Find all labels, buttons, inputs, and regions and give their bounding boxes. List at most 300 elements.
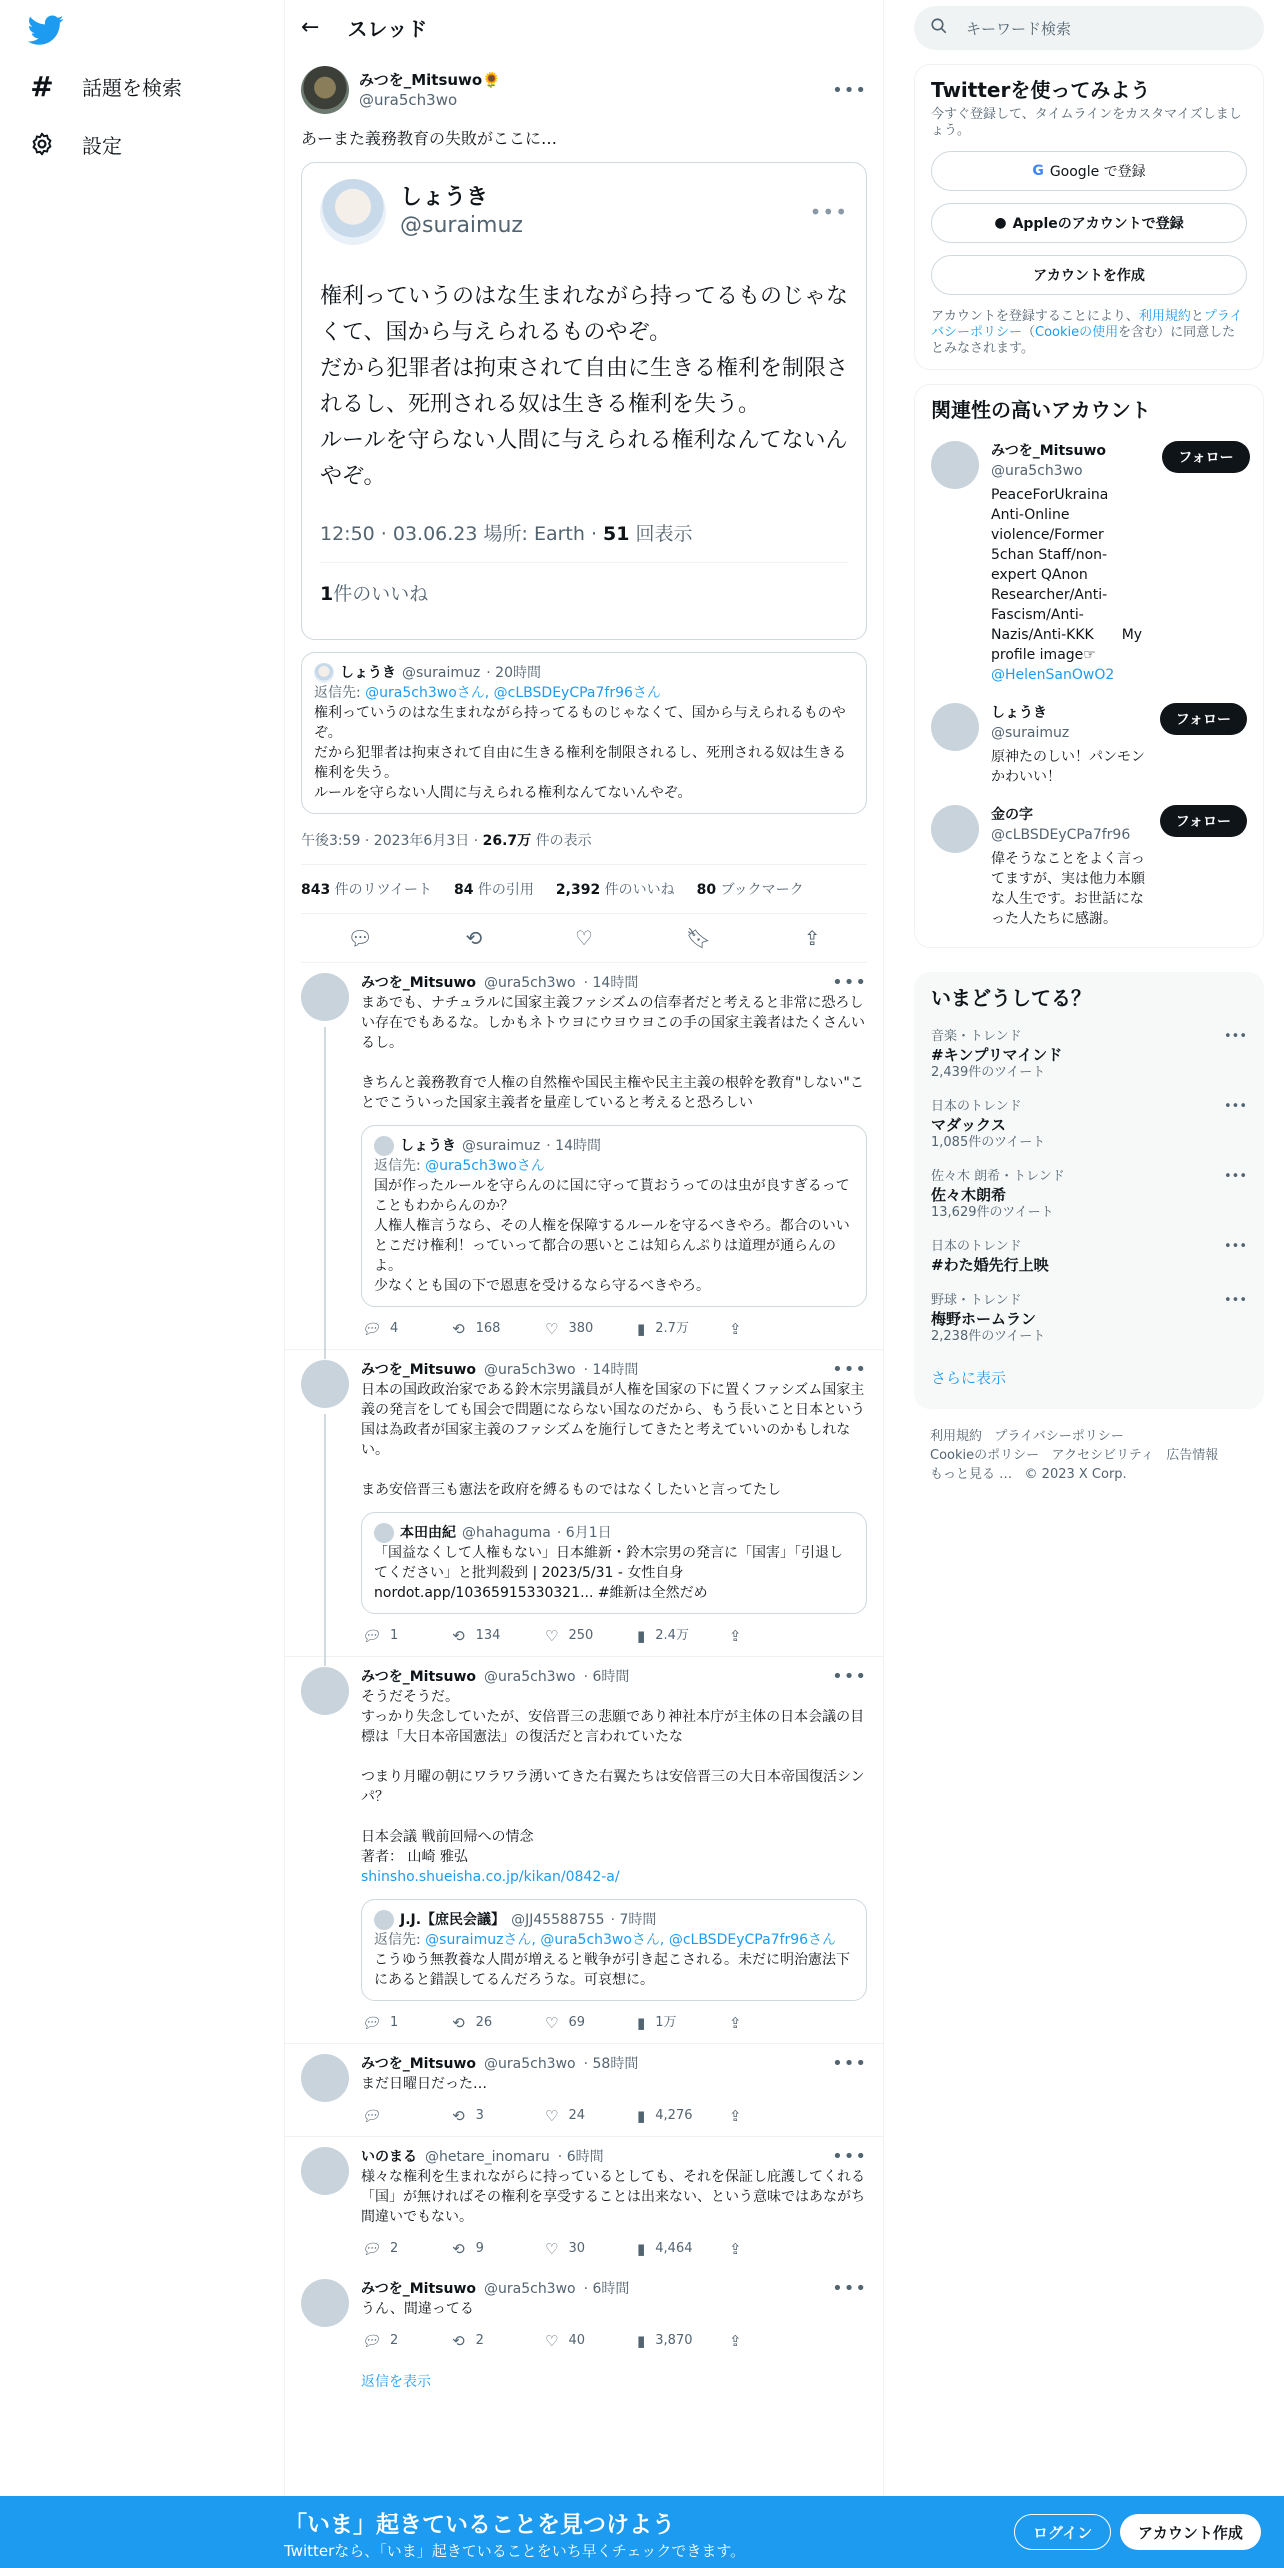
account-bio: 原神たのしい！パンモンかわいい！ — [991, 749, 1145, 785]
bookmarks-label: ブックマーク — [716, 882, 804, 898]
signup-banner — [0, 2496, 1284, 2568]
embed-likes-label: 件のいいね — [333, 583, 429, 605]
reply-actions — [361, 2239, 867, 2259]
views-icon: ▮ — [637, 2240, 646, 2258]
account-item[interactable] — [931, 703, 1247, 787]
google-signup-button[interactable] — [931, 151, 1247, 191]
retweet-icon: ⟲ — [453, 1320, 466, 1338]
show-replies-link[interactable]: 返信を表示 — [361, 2374, 431, 2390]
legal-text-1: アカウントを登録することにより、 — [931, 309, 1139, 324]
reply-count: 1 — [390, 1628, 399, 1643]
more-options-icon[interactable]: ••• — [832, 1666, 867, 1687]
reply-button[interactable] — [361, 2239, 453, 2259]
bookmarks-num: 80 — [696, 882, 717, 898]
trends-title: いまどうしてる？ — [931, 986, 1091, 1010]
embed-author-name: しょうき — [400, 185, 489, 210]
right-sidebar — [914, 0, 1264, 1502]
apple-icon: ● — [994, 215, 1007, 231]
quote-time: · 6月1日 — [556, 1525, 612, 1541]
more-options-icon[interactable]: ••• — [832, 2146, 867, 2167]
quote-reply-to — [374, 1930, 854, 1950]
reply-icon: 💬︎ — [361, 1320, 381, 1338]
quote-author-handle: @JJ45588755 — [511, 1912, 605, 1928]
apple-signup-label: Appleのアカウントで登録 — [1012, 216, 1184, 232]
retweet-button[interactable] — [453, 2013, 545, 2033]
cookie-link[interactable]: Cookieの使用 — [1035, 325, 1119, 340]
quoted-tweet[interactable] — [361, 1125, 867, 1307]
trend-category: 日本のトレンド — [931, 1099, 1022, 1114]
privacy-link[interactable]: プライバシーポリシー — [931, 309, 1243, 340]
reply-tweet[interactable] — [285, 1657, 883, 2044]
reply-button[interactable] — [361, 1319, 453, 1339]
reply-to-handles[interactable]: @ura5ch3woさん, @cLBSDEyCPa7fr96さん — [365, 685, 661, 701]
reply-icon: 💬︎ — [361, 2107, 381, 2125]
reply-tweet[interactable] — [285, 963, 883, 1350]
main-tweet — [285, 54, 883, 963]
embed-meta-prefix: 12:50 · 03.06.23 場所: Earth · — [320, 523, 604, 545]
author-handle[interactable]: @ura5ch3wo — [359, 91, 458, 109]
reply-prefix: 返信先: — [314, 685, 366, 701]
trend-category: 日本のトレンド — [931, 1239, 1022, 1254]
trend-item[interactable] — [931, 1169, 1247, 1221]
quote-author-name: しょうき — [340, 665, 396, 681]
reply-prefix: 返信先: — [374, 1932, 426, 1948]
embed-author-handle: @suraimuz — [400, 213, 523, 238]
avatar[interactable] — [301, 973, 349, 1021]
account-bio: PeaceForUkraina Anti-Online violence/Former 5chan Staff/non-expert QAnon Researcher/Anti-Fascism/Anti-Nazis/Anti-KKK My profile image☞ — [991, 487, 1151, 663]
reply-actions — [361, 2331, 867, 2351]
views-button[interactable] — [637, 2239, 729, 2259]
timestamp-views-label: 件の表示 — [531, 833, 592, 849]
retweet-icon: ⟲ — [453, 2240, 466, 2258]
share-button[interactable] — [729, 2239, 821, 2259]
quote-reply-to — [374, 1156, 854, 1176]
reply-icon: 💬︎ — [361, 1627, 381, 1645]
reply-author-handle[interactable]: @hetare_inomaru — [425, 2149, 550, 2165]
retweets-label: 件のリツイート — [330, 882, 432, 898]
like-icon: ♡ — [545, 2107, 559, 2125]
thread-line — [324, 1027, 326, 1359]
more-options-icon[interactable]: ••• — [832, 972, 867, 993]
legal-text-2: と — [1190, 309, 1204, 324]
quote-author-name: J.J.【庶民会議】 — [400, 1912, 506, 1928]
footer-links — [914, 1409, 1264, 1502]
footer-copyright: © 2023 X Corp. — [1024, 1467, 1127, 1482]
embed-likes — [320, 562, 848, 606]
like-button[interactable] — [545, 1626, 637, 1646]
reply-link[interactable]: shinsho.shueisha.co.jp/kikan/0842-a/ — [361, 1869, 620, 1885]
like-button[interactable] — [545, 2106, 637, 2126]
google-icon: G — [1032, 163, 1044, 179]
footer-more[interactable]: もっと見る … — [930, 1467, 1013, 1482]
trend-item[interactable] — [931, 1239, 1247, 1275]
trend-name: マダックス — [931, 1116, 1006, 1134]
reply-author-name[interactable]: いのまる — [361, 2149, 417, 2165]
views-icon: ▮ — [637, 1627, 646, 1645]
views-button[interactable] — [637, 2013, 729, 2033]
account-name[interactable]: 金の字 — [991, 807, 1033, 823]
avatar[interactable] — [301, 1667, 349, 1715]
banner-title: 「いま」起きていることを見つけよう — [284, 2512, 675, 2538]
reply-button[interactable] — [361, 1626, 453, 1646]
more-options-icon[interactable]: ••• — [1223, 1099, 1247, 1114]
quote-time: · 7時間 — [610, 1912, 657, 1928]
quote-reply-to — [314, 683, 854, 703]
reply-prefix: 返信先: — [374, 1158, 426, 1174]
share-icon: ⇪ — [729, 2107, 742, 2125]
share-icon: ⇪ — [729, 2240, 742, 2258]
quote-avatar — [374, 1523, 394, 1543]
main-column — [284, 0, 884, 2496]
embed-more-icon: ••• — [809, 200, 848, 224]
share-button[interactable] — [729, 2331, 821, 2351]
quote-time: · 20時間 — [486, 665, 541, 681]
embed-avatar — [320, 179, 386, 245]
trend-name: #キンプリマインド — [931, 1046, 1063, 1064]
reply-time[interactable]: · 58時間 — [583, 2056, 639, 2072]
footer-privacy[interactable]: プライバシーポリシー — [994, 1429, 1124, 1444]
account-item[interactable] — [931, 441, 1247, 685]
retweet-button[interactable] — [453, 2331, 545, 2351]
reply-icon: 💬︎ — [361, 2014, 381, 2032]
reply-author-name[interactable]: みつを_Mitsuwo — [361, 2281, 476, 2297]
reply-actions — [361, 2013, 867, 2033]
apple-signup-button[interactable] — [931, 203, 1247, 243]
more-options-icon[interactable]: ••• — [1223, 1169, 1247, 1184]
quote-time: · 14時間 — [546, 1138, 601, 1154]
views-icon: ▮ — [637, 2332, 646, 2350]
share-icon: ⇪ — [729, 2014, 742, 2032]
like-icon: ♡ — [545, 2240, 559, 2258]
trend-item[interactable] — [931, 1029, 1247, 1081]
like-icon: ♡ — [545, 2332, 559, 2350]
footer-accessibility[interactable]: アクセシビリティ — [1051, 1448, 1154, 1463]
create-account-button[interactable] — [931, 255, 1247, 295]
quote-author-name: 本田由紀 — [400, 1525, 456, 1541]
retweet-count: 2 — [475, 2333, 484, 2348]
reply-actions — [361, 1626, 867, 1646]
retweet-count: 134 — [475, 1628, 501, 1643]
trend-name: #わた婚先行上映 — [931, 1256, 1049, 1274]
quote-author-handle: @suraimuz — [402, 665, 481, 681]
more-options-icon[interactable]: ••• — [832, 1359, 867, 1380]
login-button[interactable]: ログイン — [1014, 2514, 1111, 2550]
reply-icon: 💬︎ — [361, 2332, 381, 2350]
avatar[interactable] — [301, 2279, 349, 2327]
retweet-icon: ⟲ — [453, 2107, 466, 2125]
legal-text-4: を含む）に同意したとみなされます。 — [931, 325, 1236, 356]
create-account-label: アカウントを作成 — [1033, 268, 1145, 284]
more-options-icon[interactable]: ••• — [1223, 1029, 1247, 1044]
trend-count: 13,629件のツイート — [931, 1205, 1054, 1220]
quote-text: 権利っていうのはな生まれながら持ってるものじゃなくて、国から与えられるものやぞ。 だから犯罪者は拘束されて自由に生きる権利を制限されるし、死刑される奴は生きる権利を失う。 ルールを守らない人間に与えられる権利なんてないんやぞ。 — [314, 705, 846, 801]
avatar[interactable] — [931, 805, 979, 853]
share-icon: ⇪ — [729, 2332, 742, 2350]
avatar[interactable] — [301, 1360, 349, 1408]
views-button[interactable] — [637, 2331, 729, 2351]
embed-views-num: 51 — [603, 523, 630, 545]
views-icon: ▮ — [637, 2014, 646, 2032]
search-icon — [930, 17, 948, 39]
like-count[interactable] — [556, 879, 675, 899]
reply-icon: 💬︎ — [361, 2240, 381, 2258]
trend-item[interactable] — [931, 1099, 1247, 1151]
views-count: 2.4万 — [655, 1628, 689, 1643]
footer-ads[interactable]: 広告情報 — [1166, 1448, 1219, 1463]
reply-author-name[interactable]: みつを_Mitsuwo — [361, 975, 476, 991]
like-icon[interactable]: ♡ — [575, 926, 593, 950]
signup-title: Twitterを使ってみよう — [931, 78, 1151, 102]
nav-explore[interactable] — [28, 66, 182, 106]
reply-author-name[interactable]: みつを_Mitsuwo — [361, 1362, 476, 1378]
page-header — [285, 0, 883, 54]
timestamp-views: 26.7万 — [482, 833, 532, 849]
reply-text: 日本の国政政治家である鈴木宗男議員が人権を国家の下に置くファシズム国家主義の発言をしても国会で問題にならない国なのだから、もう長いこと日本という国は為政者が国家主義のファシズムを施行してきたと考えていいのかもしれない。 まあ安倍晋三も憲法を政府を縛るものではなくしたいと言ってたし — [361, 1382, 865, 1498]
quote-text: こうゆう無教養な人間が増えると戦争が引き起こされる。未だに明治憲法下にあると錯誤してるんだろうな。可哀想に。 — [374, 1952, 850, 1988]
thread-line — [324, 1414, 326, 1666]
account-name[interactable]: みつを_Mitsuwo — [991, 443, 1106, 459]
retweet-count: 3 — [475, 2108, 484, 2123]
quote-text: 「国益なくして人権もない」日本維新・鈴木宗男の発言に「国害」「引退してください」と批判殺到 | 2023/5/31 - 女性自身 nordot.app/10365915330321... #維新は全然だめ — [374, 1545, 843, 1601]
reply-text: うん、間違ってる — [361, 2301, 474, 2317]
trend-count: 1,085件のツイート — [931, 1135, 1046, 1150]
reply-author-name[interactable]: みつを_Mitsuwo — [361, 2056, 476, 2072]
reply-author-handle[interactable]: @ura5ch3wo — [484, 2281, 576, 2297]
like-count: 24 — [568, 2108, 585, 2123]
trend-category: 野球・トレンド — [931, 1293, 1022, 1308]
embed-body: 権利っていうのはな生まれながら持ってるものじゃなくて、国から与えられるものやぞ。 だから犯罪者は拘束されて自由に生きる権利を制限されるし、死刑される奴は生きる権利を失う。 ルールを守らない人間に与えられる権利なんてないんやぞ。 — [320, 284, 849, 489]
reply-author-name[interactable]: みつを_Mitsuwo — [361, 1669, 476, 1685]
like-icon: ♡ — [545, 1627, 559, 1645]
like-count: 40 — [568, 2333, 585, 2348]
more-options-icon[interactable]: ••• — [832, 2278, 867, 2299]
reply-to-handles[interactable]: @ura5ch3woさん — [425, 1158, 545, 1174]
embed-views-label: 回表示 — [635, 523, 693, 545]
hashtag-icon: # — [30, 69, 54, 103]
reply-author-handle[interactable]: @ura5ch3wo — [484, 1362, 576, 1378]
views-count: 4,464 — [655, 2241, 693, 2256]
back-arrow-icon[interactable]: ← — [301, 14, 320, 40]
quoted-tweet[interactable] — [361, 1512, 867, 1614]
follow-button[interactable]: フォロー — [1162, 441, 1249, 473]
quote-avatar — [314, 663, 334, 683]
share-icon: ⇪ — [729, 1627, 742, 1645]
reply-author-handle[interactable]: @ura5ch3wo — [484, 975, 576, 991]
trend-category: 音楽・トレンド — [931, 1029, 1022, 1044]
quote-text: 国が作ったルールを守らんのに国に守って貰おうってのは虫が良すぎるってこともわからんのか？ 人権人権言うなら、その人権を保障するルールを守るべきやろ。都合のいいとこだけ権利！っていって都合の悪いとこは知らんぷりは道理が通らんのよ。 少なくとも国の下で恩恵を受けるなら守るべきやろ。 — [374, 1178, 850, 1294]
quote-author-handle: @hahaguma — [462, 1525, 551, 1541]
embed-meta — [320, 519, 848, 546]
trends-panel — [914, 972, 1264, 1409]
banner-subtitle: Twitterなら、「いま」起きていることをいち早くチェックできます。 — [284, 2542, 746, 2560]
retweets-num: 843 — [301, 882, 331, 898]
reply-button[interactable] — [361, 2331, 453, 2351]
signup-button[interactable]: アカウント作成 — [1120, 2514, 1261, 2550]
search-input[interactable]: キーワード検索 — [966, 19, 1072, 38]
tweet-stats — [301, 865, 867, 914]
signup-panel — [914, 64, 1264, 370]
likes-num: 2,392 — [555, 882, 601, 898]
retweet-count: 26 — [475, 2015, 493, 2030]
trend-count: 2,238件のツイート — [931, 1329, 1046, 1344]
avatar[interactable] — [931, 441, 979, 489]
quote-avatar — [374, 1910, 394, 1930]
quote-count[interactable] — [454, 879, 534, 899]
views-button[interactable] — [637, 1319, 729, 1339]
show-more-link[interactable]: さらに表示 — [931, 1369, 1007, 1387]
retweet-button[interactable] — [453, 2106, 545, 2126]
legal-text-3: （ — [1022, 325, 1036, 340]
views-count: 4,276 — [655, 2108, 693, 2123]
retweet-count: 9 — [475, 2241, 484, 2256]
retweet-count[interactable] — [301, 879, 432, 899]
reply-button[interactable] — [361, 2013, 453, 2033]
more-options-icon[interactable]: ••• — [832, 79, 867, 101]
reply-text: そうだそうだ。 すっかり失念していたが、安倍晋三の悲願であり神社本庁が主体の日本会議の目標は「大日本帝国憲法」の復活だと言われていたな つまり月曜の朝にワラワラ湧いてきた右翼たちは安倍晋三の大日本帝国復活シンパ？ 日本会議 戦前回帰への情念 著者： 山崎 雅弘 — [361, 1689, 865, 1865]
quote-author-name: しょうき — [400, 1138, 456, 1154]
timestamp-prefix[interactable]: 午後3:59 · 2023年6月3日 · — [301, 833, 483, 849]
reply-icon[interactable]: 💬︎ — [347, 926, 373, 950]
views-icon: ▮ — [637, 1320, 646, 1338]
embedded-screenshot — [301, 162, 867, 640]
trend-name: 梅野ホームラン — [931, 1310, 1037, 1328]
avatar[interactable] — [301, 66, 349, 114]
share-button[interactable] — [729, 2106, 821, 2126]
follow-button[interactable]: フォロー — [1160, 703, 1247, 735]
twitter-logo-icon[interactable] — [28, 12, 64, 48]
views-button[interactable] — [637, 1626, 729, 1646]
bookmark-count[interactable] — [697, 879, 804, 899]
quoted-tweet[interactable] — [361, 1899, 867, 2001]
like-count: 30 — [568, 2241, 585, 2256]
reply-text: まだ日曜日だった… — [361, 2076, 487, 2092]
quoted-tweet[interactable] — [301, 652, 867, 814]
reply-tweet[interactable] — [285, 1350, 883, 1657]
like-button[interactable] — [545, 2239, 637, 2259]
views-icon: ▮ — [637, 2107, 646, 2125]
reply-time[interactable]: · 6時間 — [583, 2281, 630, 2297]
tweet-text: あーまた義務教育の失敗がここに… — [301, 129, 558, 148]
search-box[interactable] — [914, 6, 1264, 50]
reply-time[interactable]: · 6時間 — [557, 2149, 604, 2165]
left-nav — [0, 0, 284, 2496]
signup-legal — [931, 309, 1247, 357]
footer-cookie[interactable]: Cookieのポリシー — [930, 1448, 1040, 1463]
avatar[interactable] — [301, 2054, 349, 2102]
reply-author-handle[interactable]: @ura5ch3wo — [484, 1669, 576, 1685]
reply-time[interactable]: · 14時間 — [583, 1362, 639, 1378]
nav-settings-label: 設定 — [82, 133, 122, 158]
like-count: 250 — [568, 1628, 594, 1643]
account-name[interactable]: しょうき — [991, 705, 1047, 721]
more-options-icon[interactable]: ••• — [1223, 1293, 1247, 1308]
like-icon: ♡ — [545, 2014, 559, 2032]
avatar[interactable] — [931, 703, 979, 751]
retweet-icon: ⟲ — [453, 2014, 466, 2032]
reply-time[interactable]: · 6時間 — [583, 1669, 630, 1685]
reply-actions — [361, 2106, 867, 2126]
retweet-button[interactable] — [453, 2239, 545, 2259]
reply-text: 様々な権利を生まれながらに持っているとしても、それを保証し庇護してくれる「国」が無ければその権利を享受することは出来ない、という意味ではあながち間違いでもない。 — [361, 2169, 865, 2225]
author-name[interactable]: みつを_Mitsuwo🌻 — [359, 71, 501, 89]
account-bio: 偉そうなことをよく言ってますが、実は他力本願な人生です。お世話になった人たちに感謝。 — [991, 851, 1145, 927]
like-button[interactable] — [545, 2331, 637, 2351]
reply-button[interactable] — [361, 2106, 453, 2126]
retweet-count: 168 — [475, 1321, 501, 1336]
reply-count: 4 — [390, 1321, 399, 1336]
views-count: 3,870 — [655, 2333, 693, 2348]
related-title: 関連性の高いアカウント — [931, 398, 1151, 422]
share-button[interactable] — [729, 1626, 821, 1646]
footer-terms[interactable]: 利用規約 — [930, 1429, 983, 1444]
follow-button[interactable]: フォロー — [1160, 805, 1247, 837]
account-handle[interactable]: @cLBSDEyCPa7fr96 — [991, 827, 1131, 843]
trend-count: 2,439件のツイート — [931, 1065, 1046, 1080]
reply-to-handles[interactable]: @suraimuzさん, @ura5ch3woさん, @cLBSDEyCPa7fr96さん — [425, 1932, 837, 1948]
reply-count: 2 — [390, 2241, 399, 2256]
reply-author-handle[interactable]: @ura5ch3wo — [484, 2056, 576, 2072]
share-icon: ⇪ — [729, 1320, 742, 1338]
quotes-label: 件の引用 — [473, 882, 534, 898]
account-handle[interactable]: @ura5ch3wo — [991, 463, 1083, 479]
like-count: 69 — [568, 2015, 585, 2030]
share-icon[interactable]: ⇪ — [803, 926, 821, 950]
avatar[interactable] — [301, 2147, 349, 2195]
account-bio-link[interactable]: @HelenSanOwO2 — [991, 667, 1115, 683]
views-count: 1万 — [655, 2015, 677, 2030]
nav-settings[interactable] — [28, 124, 122, 164]
bookmark-icon[interactable]: 🔖︎ — [685, 926, 712, 950]
account-item[interactable] — [931, 805, 1247, 929]
quotes-num: 84 — [453, 882, 474, 898]
likes-label: 件のいいね — [600, 882, 675, 898]
reply-tweet[interactable] — [285, 2044, 883, 2137]
share-button[interactable] — [729, 1319, 821, 1339]
reply-tweet[interactable] — [285, 2137, 883, 2269]
retweet-button[interactable] — [453, 1319, 545, 1339]
like-button[interactable] — [545, 2013, 637, 2033]
more-options-icon[interactable]: ••• — [1223, 1239, 1247, 1254]
signup-subtitle: 今すぐ登録して、タイムラインをカスタマイズしましょう。 — [931, 107, 1242, 138]
trend-name: 佐々木朗希 — [931, 1186, 1007, 1204]
embed-likes-num: 1 — [320, 583, 334, 605]
tweet-timestamp — [301, 830, 867, 865]
retweet-icon: ⟲ — [453, 1627, 466, 1645]
reply-count: 1 — [390, 2015, 399, 2030]
more-options-icon[interactable]: ••• — [832, 2053, 867, 2074]
terms-link[interactable]: 利用規約 — [1138, 309, 1191, 324]
reply-actions — [361, 1319, 867, 1339]
quote-avatar — [374, 1136, 394, 1156]
share-button[interactable] — [729, 2013, 821, 2033]
reply-time[interactable]: · 14時間 — [583, 975, 639, 991]
gear-icon — [28, 130, 56, 158]
views-count: 2.7万 — [655, 1321, 689, 1336]
trend-item[interactable] — [931, 1293, 1247, 1345]
reply-count: 2 — [390, 2333, 399, 2348]
like-count: 380 — [568, 1321, 594, 1336]
account-handle[interactable]: @suraimuz — [991, 725, 1070, 741]
retweet-icon[interactable]: ⟲ — [465, 926, 483, 950]
nav-explore-label: 話題を検索 — [82, 75, 182, 100]
views-button[interactable] — [637, 2106, 729, 2126]
like-icon: ♡ — [545, 1320, 559, 1338]
reply-tweet[interactable] — [285, 2269, 883, 2361]
retweet-button[interactable] — [453, 1626, 545, 1646]
retweet-icon: ⟲ — [453, 2332, 466, 2350]
like-button[interactable] — [545, 1319, 637, 1339]
related-accounts-panel — [914, 384, 1264, 948]
